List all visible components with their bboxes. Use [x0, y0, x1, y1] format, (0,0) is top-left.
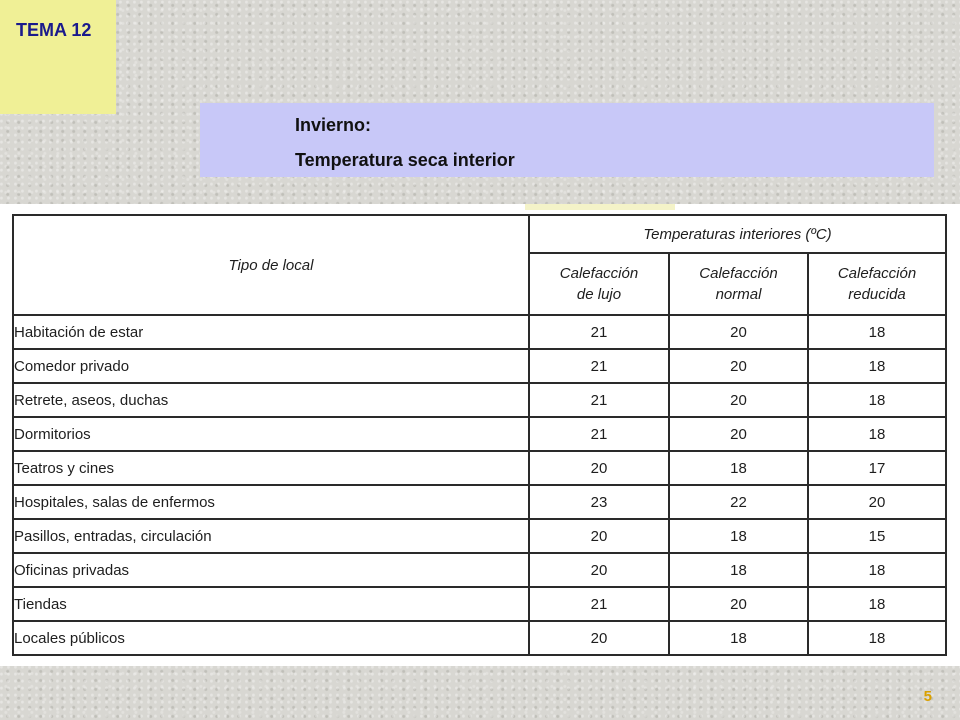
- table-row: [13, 451, 946, 485]
- cell-normal: 20: [669, 383, 808, 417]
- cell-normal: 20: [669, 315, 808, 349]
- cell-reducida: 20: [808, 485, 946, 519]
- cell-tipo-local: Retrete, aseos, duchas: [13, 383, 529, 417]
- slide-title: Temperatura seca interior: [295, 150, 515, 170]
- cell-lujo: 20: [529, 451, 669, 485]
- cell-reducida: 18: [808, 553, 946, 587]
- cell-normal: 22: [669, 485, 808, 519]
- table-row: [13, 519, 946, 553]
- cell-normal: 18: [669, 519, 808, 553]
- table-row: [13, 587, 946, 621]
- cell-reducida: 17: [808, 451, 946, 485]
- cell-tipo-local: Dormitorios: [13, 417, 529, 451]
- table-row: [13, 621, 946, 655]
- scanned-table-image: [0, 204, 960, 666]
- cell-tipo-local: Habitación de estar: [13, 315, 529, 349]
- cell-normal: 18: [669, 451, 808, 485]
- table-body: [13, 315, 946, 655]
- cell-tipo-local: Locales públicos: [13, 621, 529, 655]
- header-calefaccion-normal: Calefacción normal: [669, 253, 808, 315]
- cell-normal: 20: [669, 349, 808, 383]
- cell-lujo: 20: [529, 553, 669, 587]
- title-box: [200, 103, 934, 177]
- cell-tipo-local: Oficinas privadas: [13, 553, 529, 587]
- temperature-table: [12, 214, 947, 656]
- cell-reducida: 18: [808, 383, 946, 417]
- cell-lujo: 20: [529, 621, 669, 655]
- cell-reducida: 18: [808, 315, 946, 349]
- table-row: [13, 485, 946, 519]
- header-tipo-de-local: Tipo de local: [13, 215, 529, 315]
- cell-tipo-local: Tiendas: [13, 587, 529, 621]
- cell-reducida: 18: [808, 587, 946, 621]
- tema-label: TEMA 12: [16, 20, 92, 40]
- cell-normal: 20: [669, 417, 808, 451]
- cell-lujo: 20: [529, 519, 669, 553]
- table-row: [13, 553, 946, 587]
- header-temperaturas: Temperaturas interiores (ºC): [529, 215, 946, 253]
- cell-lujo: 21: [529, 383, 669, 417]
- cell-lujo: 21: [529, 349, 669, 383]
- scan-highlight: [525, 204, 675, 210]
- table-row: [13, 315, 946, 349]
- cell-lujo: 21: [529, 315, 669, 349]
- cell-tipo-local: Hospitales, salas de enfermos: [13, 485, 529, 519]
- page-number: 5: [923, 688, 932, 705]
- cell-reducida: 18: [808, 621, 946, 655]
- cell-normal: 20: [669, 587, 808, 621]
- table-row: [13, 417, 946, 451]
- header-calefaccion-reducida: Calefacción reducida: [808, 253, 946, 315]
- cell-reducida: 18: [808, 417, 946, 451]
- cell-tipo-local: Teatros y cines: [13, 451, 529, 485]
- table-row: [13, 383, 946, 417]
- cell-normal: 18: [669, 621, 808, 655]
- title-season: Invierno:: [295, 115, 372, 135]
- cell-lujo: 21: [529, 417, 669, 451]
- header-calefaccion-lujo: Calefacción de lujo: [529, 253, 669, 315]
- cell-reducida: 18: [808, 349, 946, 383]
- cell-normal: 18: [669, 553, 808, 587]
- cell-lujo: 23: [529, 485, 669, 519]
- table-row: [13, 349, 946, 383]
- cell-reducida: 15: [808, 519, 946, 553]
- cell-lujo: 21: [529, 587, 669, 621]
- cell-tipo-local: Comedor privado: [13, 349, 529, 383]
- cell-tipo-local: Pasillos, entradas, circulación: [13, 519, 529, 553]
- tema-box: [0, 0, 116, 114]
